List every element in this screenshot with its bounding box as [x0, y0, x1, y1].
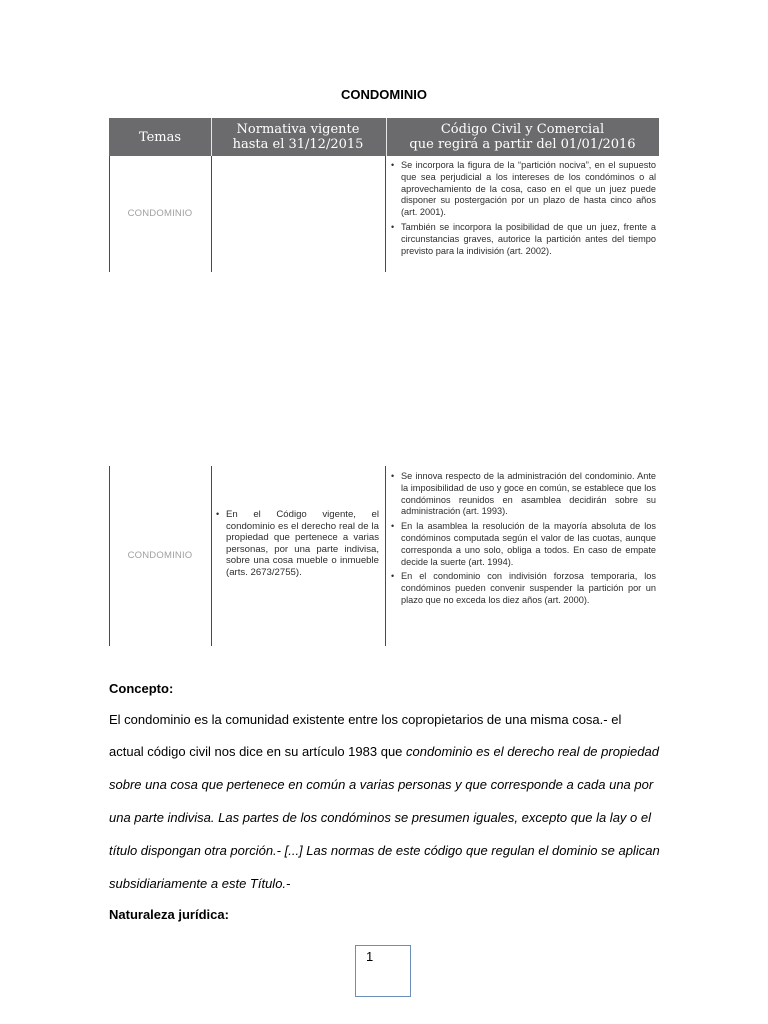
comparison-table-1 — [109, 118, 659, 272]
comparison-table-2 — [109, 466, 659, 646]
header-normativa-line1: Normativa vigente — [236, 122, 360, 137]
concepto-line: título dispongan otra porción.- [...] Las normas de este código que regulan el dominio se aplican — [109, 843, 660, 858]
header-codigo-line2: que regirá a partir del 01/01/2016 — [409, 137, 636, 152]
concepto-line: sobre una cosa que pertenece en común a varias personas y que corresponde a cada una por — [109, 777, 654, 792]
concepto-line-plain: actual código civil nos dice en su artículo 1983 que — [109, 744, 407, 759]
concepto-heading: Concepto: — [109, 681, 174, 696]
col2-content — [215, 509, 379, 582]
col3-content — [390, 160, 656, 260]
bullet-item: • También se incorpora la posibilidad de que un juez, frente a circunstancias graves, autorice la partición antes del tiempo previsto para la indivisión (art. 2002). — [390, 222, 656, 257]
bullet-item: • En el condominio con indivisión forzosa temporaria, los condóminos pueden convenir suspender la partición por un plazo que no exceda los diez años (art. 2000). — [390, 571, 656, 606]
column-border — [211, 156, 212, 272]
column-border — [385, 156, 386, 272]
bullet-item: • En la asamblea la resolución de la mayoría absoluta de los condóminos computada según el valor de las cuotas, aunque corresponda a uno solo, obliga a todos. En caso de empate decide la suerte (art. 1994). — [390, 521, 656, 568]
header-codigo-line1: Código Civil y Comercial — [440, 122, 605, 137]
concepto-line: una parte indivisa. Las partes de los condóminos se presumen iguales, excepto que la lay o el — [109, 810, 651, 825]
column-border — [211, 466, 212, 646]
naturaleza-heading: Naturaleza jurídica: — [109, 907, 229, 922]
column-border — [385, 466, 386, 646]
page-number-box — [355, 945, 411, 997]
header-codigo-civil — [386, 118, 659, 156]
page-number: 1 — [366, 949, 374, 964]
header-normativa-line2: hasta el 31/12/2015 — [232, 137, 364, 152]
header-temas-label: Temas — [138, 129, 182, 145]
header-normativa-vigente — [211, 118, 385, 156]
row-label-condominio: CONDOMINIO — [127, 550, 193, 561]
bullet-item: • Se incorpora la figura de la “partición nociva”, en el supuesto que sea perjudicial a los intereses de los condóminos o al aprovechamiento de la cosa, caso en el que un juez puede disponer su postergación por un plazo de hasta cinco años (art. 2001). — [390, 160, 656, 219]
table-header — [109, 118, 659, 156]
header-temas — [109, 118, 211, 156]
concepto-line: El condominio es la comunidad existente entre los copropietarios de una misma cosa.- el — [109, 712, 622, 727]
concepto-line: subsidiariamente a este Título.- — [109, 876, 291, 891]
col3-content — [390, 471, 656, 610]
bullet-item: • Se innova respecto de la administración del condominio. Ante la imposibilidad de uso y goce en común, se establece que los condóminos reunidos en asamblea decidirán sobre su administración (art. 1993). — [390, 471, 656, 518]
concepto-line-italic: condominio es el derecho real de propiedad — [406, 744, 659, 759]
row-label-condominio: CONDOMINIO — [127, 208, 193, 219]
concepto-line — [109, 744, 669, 759]
bullet-item: • En el Código vigente, el condominio es el derecho real de la propiedad que pertenece a varias personas, por una parte indivisa, sobre una cosa mueble o inmueble (arts. 2673/2755). — [215, 509, 379, 579]
document-title: CONDOMINIO — [341, 87, 427, 102]
